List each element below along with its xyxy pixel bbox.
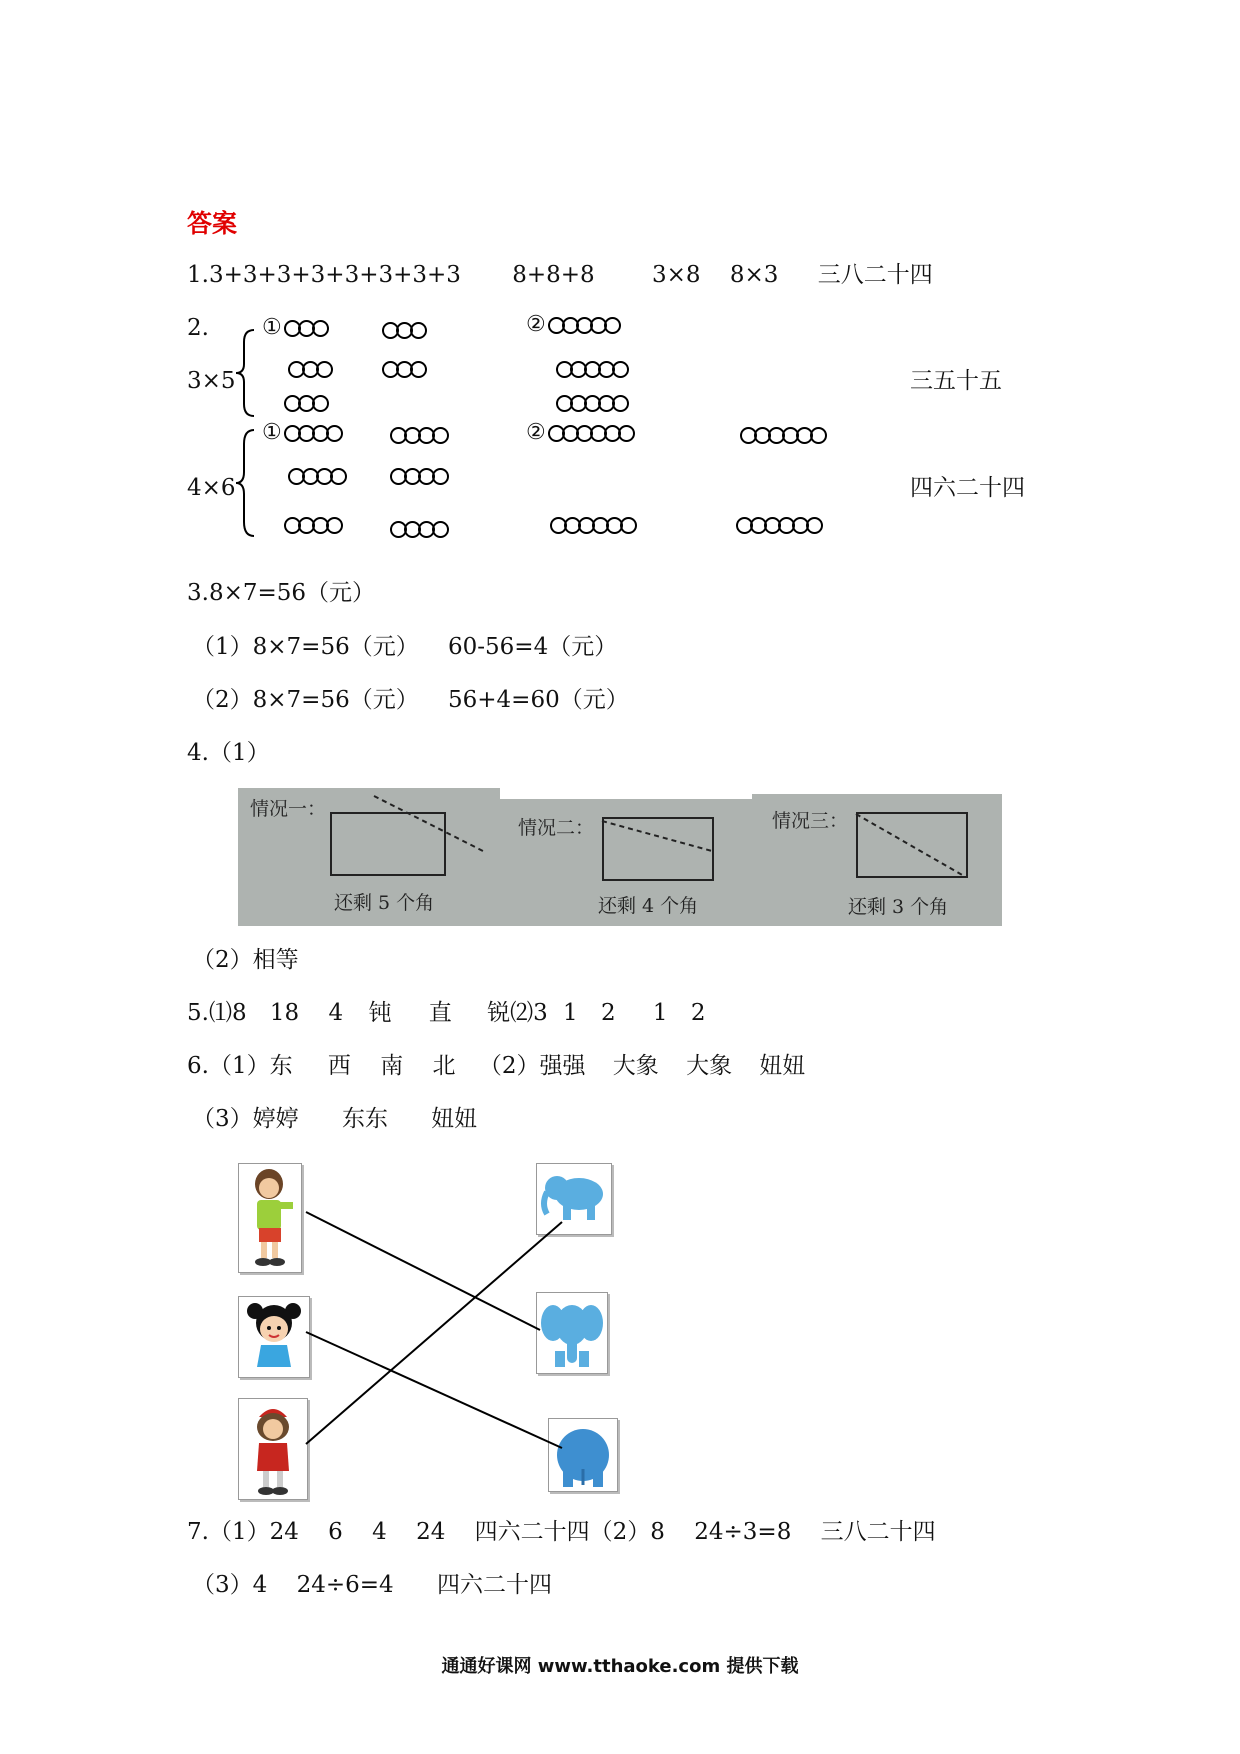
- q7-item: 7.（1）24: [187, 1519, 299, 1545]
- q6-item: 大象: [612, 1053, 659, 1079]
- q7-line1: [187, 1518, 936, 1546]
- q5-item: 锐⑵3: [487, 1000, 548, 1026]
- q2-num: 2.: [187, 315, 209, 341]
- q5-item: 5.⑴8: [187, 1000, 247, 1026]
- q6-item: 东东: [341, 1106, 388, 1132]
- q7-item: 24÷6=4: [296, 1572, 394, 1598]
- q7-item: 4: [372, 1519, 387, 1545]
- q1-item-2: 8+8+8: [512, 262, 595, 288]
- circle-num-1: ①: [262, 315, 282, 340]
- q1-num: 1.: [187, 262, 209, 288]
- q3-line3a: （2）8×7=56（元）: [192, 687, 419, 713]
- q5-item: 18: [269, 1000, 300, 1026]
- q6-item: 大象: [686, 1053, 733, 1079]
- case-3-label: 情况三：: [772, 810, 849, 832]
- q3-line2a: （1）8×7=56（元）: [192, 634, 419, 660]
- q1-item-5: 三八二十四: [817, 262, 933, 288]
- q3-line3b: 56+4=60（元）: [448, 687, 629, 713]
- q6-item: 南: [380, 1053, 404, 1079]
- q3-line1: 3.8×7=56（元）: [187, 580, 376, 606]
- q3-line2b: 60-56=4（元）: [448, 634, 618, 660]
- circle-num-1b: ①: [262, 420, 282, 445]
- q7-item: 四六二十四（2）8: [474, 1519, 665, 1545]
- q5-item: 1: [563, 1000, 578, 1026]
- q4-line1: 4.（1）: [187, 740, 270, 766]
- q4-line2: （2）相等: [192, 947, 299, 973]
- case-3-result: 还剩 3 个角: [848, 896, 949, 918]
- q6-item: （3）婷婷: [192, 1106, 299, 1132]
- q6-item: 妞妞: [759, 1053, 806, 1079]
- q7-item: 24: [416, 1519, 446, 1545]
- case-2-label: 情况二：: [518, 817, 595, 839]
- q1-item-4: 8×3: [729, 262, 779, 288]
- q5-item: 直: [428, 1000, 452, 1026]
- q6-item: 西: [327, 1053, 351, 1079]
- answer-title: 答案: [187, 209, 238, 238]
- q7-item: 24÷3=8: [694, 1519, 792, 1545]
- answer-4x6: 四六二十四: [910, 475, 1025, 501]
- q7-item: 四六二十四: [436, 1572, 552, 1598]
- q5-item: 2: [600, 1000, 616, 1026]
- q2-label-3x5: 3×5: [187, 368, 236, 394]
- q1-item-3: 3×8: [652, 262, 701, 288]
- q5-item: 钝: [368, 1000, 392, 1026]
- q1-item-1: 3+3+3+3+3+3+3+3: [208, 262, 461, 288]
- case-1-result: 还剩 5 个角: [334, 892, 435, 914]
- q6-item: （2）强强: [478, 1053, 586, 1079]
- q7-item: 6: [328, 1519, 343, 1545]
- circle-num-2b: ②: [526, 420, 546, 445]
- q6-item: 妞妞: [431, 1106, 478, 1132]
- q7-item: 三八二十四: [820, 1519, 936, 1545]
- q7-item: （3）4: [192, 1572, 268, 1598]
- q6-item: 6.（1）东: [187, 1053, 293, 1079]
- q2-label-4x6: 4×6: [187, 475, 236, 501]
- case-1-label: 情况一：: [250, 798, 327, 820]
- q5-item: 2: [690, 1000, 706, 1026]
- q5-item: 4: [328, 1000, 344, 1026]
- circle-num-2: ②: [526, 312, 546, 337]
- answer-3x5: 三五十五: [910, 368, 1002, 394]
- q7-line2: [192, 1571, 552, 1599]
- footer-source: 通通好课网 www.tthaoke.com 提供下载: [441, 1656, 799, 1677]
- q6-item: 北: [432, 1053, 456, 1079]
- case-2-result: 还剩 4 个角: [598, 895, 699, 917]
- q5-item: 1: [652, 1000, 668, 1026]
